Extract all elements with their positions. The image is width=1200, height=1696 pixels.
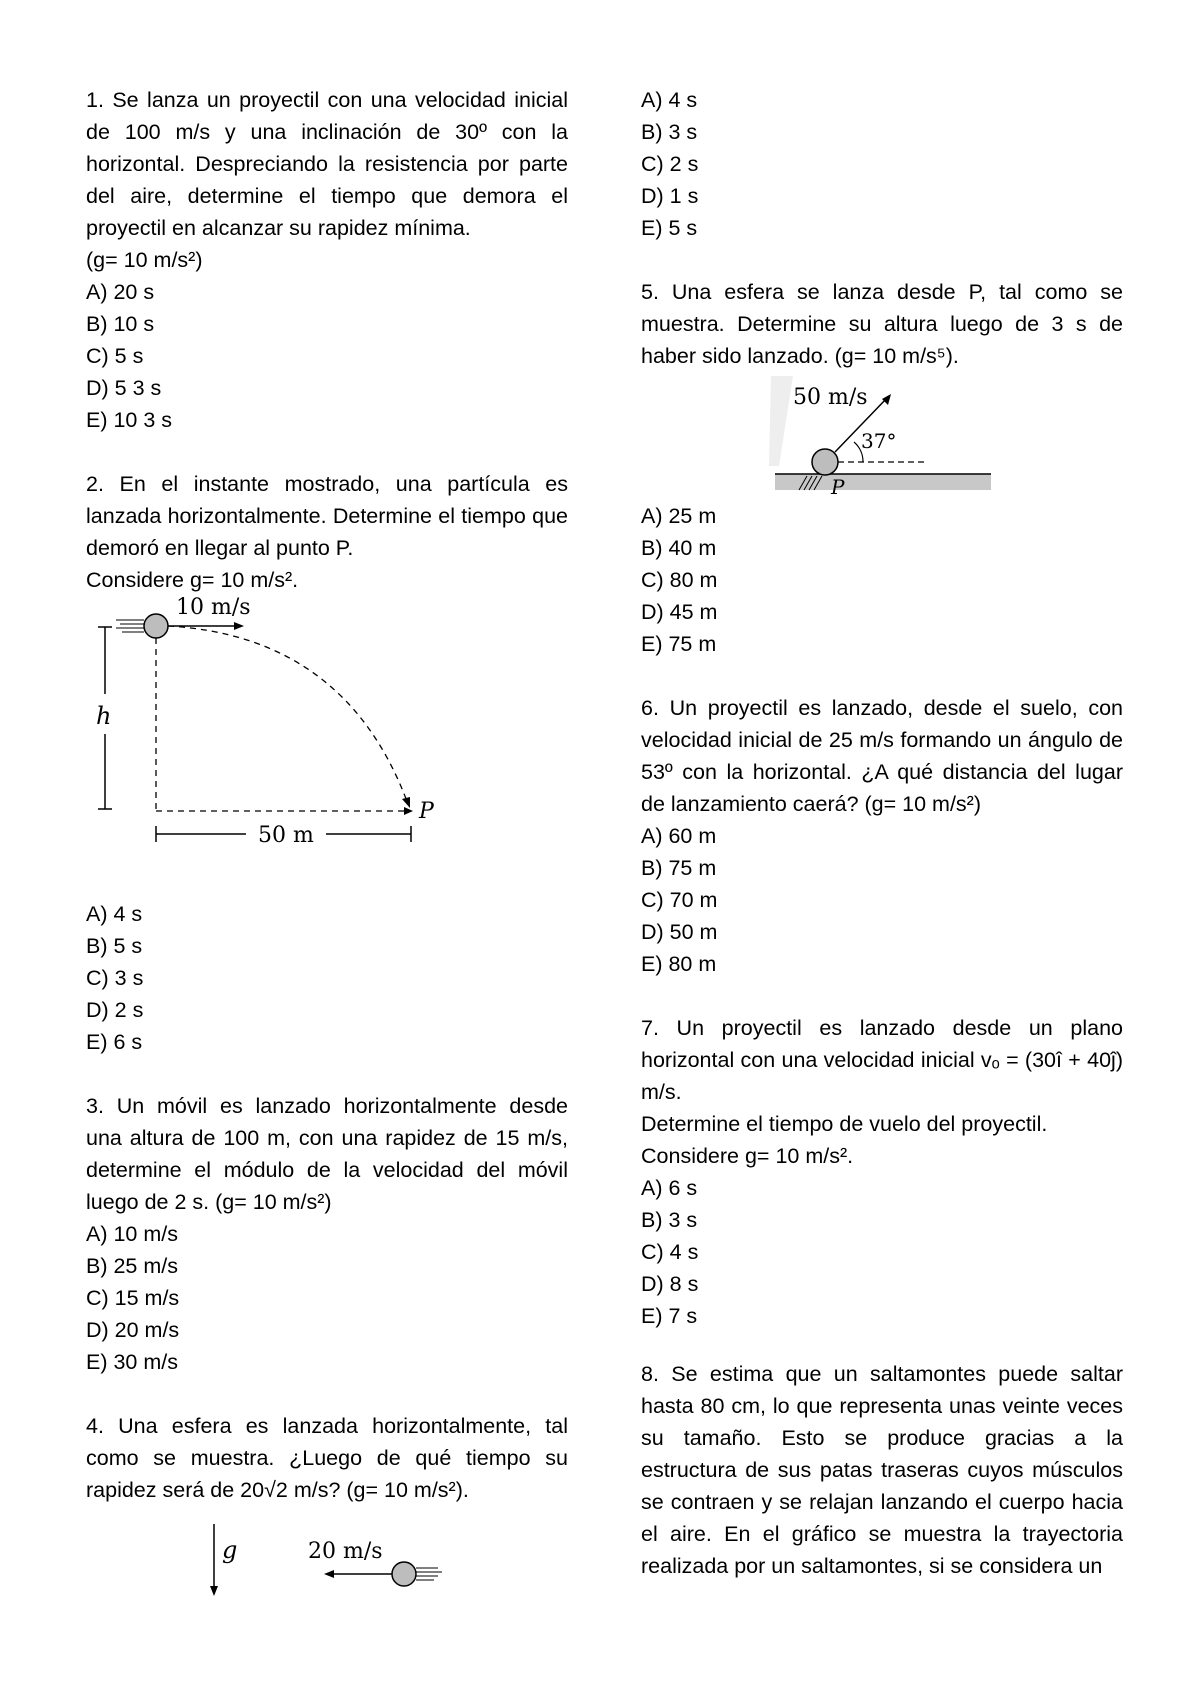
question-7-option-d: D) 8 s (641, 1272, 699, 1296)
question-2-option-a: A) 4 s (86, 902, 143, 926)
question-5-option-a: A) 25 m (641, 504, 717, 528)
question-6 (641, 692, 1123, 980)
question-2-option-b: B) 5 s (86, 934, 143, 958)
question-2-option-c: C) 3 s (86, 966, 144, 990)
question-2-figure (86, 596, 568, 898)
question-7-option-b: B) 3 s (641, 1208, 698, 1232)
question-4-option-c: C) 2 s (641, 152, 699, 176)
question-5-option-b: B) 40 m (641, 536, 717, 560)
horizontal-throw-diagram (86, 1506, 486, 1602)
right-column (641, 84, 1123, 1582)
point-p-label: P (831, 475, 845, 499)
question-4-options (641, 84, 1123, 244)
question-1-option-d: D) 5 3 s (86, 376, 162, 400)
question-4-figure (86, 1506, 568, 1602)
question-6-option-b: B) 75 m (641, 856, 717, 880)
question-3-option-c: C) 15 m/s (86, 1286, 180, 1310)
question-1 (86, 84, 568, 436)
question-8 (641, 1358, 1123, 1582)
question-5 (641, 276, 1123, 660)
ball (392, 1562, 416, 1586)
question-4-stem: 4. Una esfera es lanzada horizontalmente, tal como se muestra. ¿Luego de qué tiempo su rapidez será de 20√2 m/s? (g= 10 m/s²). (86, 1414, 568, 1502)
speed-lines (416, 1568, 442, 1580)
velocity-label: 20 m/s (308, 1539, 383, 1564)
horizontal-launch-diagram (86, 596, 486, 898)
question-7-option-e: E) 7 s (641, 1304, 698, 1328)
question-1-option-e: E) 10 3 s (86, 408, 173, 432)
ground (775, 474, 991, 490)
question-1-note: (g= 10 m/s²) (86, 248, 203, 272)
question-7-line-2: Determine el tiempo de vuelo del proyectil. (641, 1112, 1048, 1136)
question-5-option-d: D) 45 m (641, 600, 718, 624)
height-label: h (96, 702, 112, 730)
trajectory-curve (168, 626, 408, 804)
point-p-label: P (419, 799, 434, 824)
velocity-label: 50 m/s (793, 385, 868, 410)
question-6-stem: 6. Un proyectil es lanzado, desde el suelo, con velocidad inicial de 25 m/s formando un ángulo de 53º con la horizontal. ¿A qué distancia del lugar de lanzamiento caerá? (g= 10 m/s²) (641, 696, 1123, 816)
question-5-option-e: E) 75 m (641, 632, 717, 656)
ball (144, 614, 168, 638)
left-column (86, 84, 568, 1602)
question-4-option-d: D) 1 s (641, 184, 699, 208)
question-6-option-c: C) 70 m (641, 888, 718, 912)
question-7-note: Considere g= 10 m/s². (641, 1144, 854, 1168)
question-2-option-d: D) 2 s (86, 998, 144, 1022)
distance-label: 50 m (258, 823, 314, 848)
question-7-option-c: C) 4 s (641, 1240, 699, 1264)
question-4-option-a: A) 4 s (641, 88, 698, 112)
question-5-option-c: C) 80 m (641, 568, 718, 592)
question-3-option-e: E) 30 m/s (86, 1350, 178, 1374)
question-3-option-d: D) 20 m/s (86, 1318, 180, 1342)
question-3-stem: 3. Un móvil es lanzado horizontalmente desde una altura de 100 m, con una rapidez de 15 m/s, determine el módulo de la velocidad del móvil luego de 2 s. (g= 10 m/s²) (86, 1094, 568, 1214)
question-5-figure (641, 372, 1123, 500)
question-4-option-e: E) 5 s (641, 216, 698, 240)
question-1-option-b: B) 10 s (86, 312, 155, 336)
question-6-option-a: A) 60 m (641, 824, 717, 848)
inclined-launch-diagram (641, 372, 1123, 500)
angle-label: 37° (861, 429, 897, 453)
question-4-option-b: B) 3 s (641, 120, 698, 144)
question-1-option-c: C) 5 s (86, 344, 144, 368)
question-3-option-a: A) 10 m/s (86, 1222, 178, 1246)
velocity-label: 10 m/s (176, 596, 251, 620)
question-7-stem: 7. Un proyectil es lanzado desde un plano horizontal con una velocidad inicial vₒ = (30î + 40ĵ) m/s. (641, 1016, 1123, 1104)
question-5-stem: 5. Una esfera se lanza desde P, tal como se muestra. Determine su altura luego de 3 s de haber sido lanzado. (g= 10 m/s⁵). (641, 280, 1123, 368)
background-shape (769, 376, 793, 466)
speed-lines (116, 620, 144, 632)
question-1-stem: 1. Se lanza un proyectil con una velocidad inicial de 100 m/s y una inclinación de 30º con la horizontal. Despreciando la resistencia por parte del aire, determine el tiempo que demora el proyectil en alcanzar su rapidez mínima. (86, 88, 568, 240)
question-7-option-a: A) 6 s (641, 1176, 698, 1200)
gravity-label: g (222, 1536, 238, 1564)
question-2 (86, 468, 568, 1058)
question-7 (641, 1012, 1123, 1332)
question-4 (86, 1410, 568, 1602)
ball (812, 449, 838, 475)
question-1-option-a: A) 20 s (86, 280, 155, 304)
question-2-note: Considere g= 10 m/s². (86, 568, 299, 592)
question-3-option-b: B) 25 m/s (86, 1254, 178, 1278)
question-6-option-d: D) 50 m (641, 920, 718, 944)
question-3 (86, 1090, 568, 1378)
question-8-stem: 8. Se estima que un saltamontes puede saltar hasta 80 cm, lo que representa unas veinte veces su tamaño. Esto se produce gracias a la estructura de sus patas traseras cuyos músculos se contraen y se relajan lanzando el cuerpo hacia el aire. En el gráfico se muestra la trayectoria realizada por un saltamontes, si se considera un (641, 1362, 1123, 1578)
question-2-option-e: E) 6 s (86, 1030, 143, 1054)
question-2-stem: 2. En el instante mostrado, una partícula es lanzada horizontalmente. Determine el tiempo que demoró en llegar al punto P. (86, 472, 568, 560)
question-6-option-e: E) 80 m (641, 952, 717, 976)
